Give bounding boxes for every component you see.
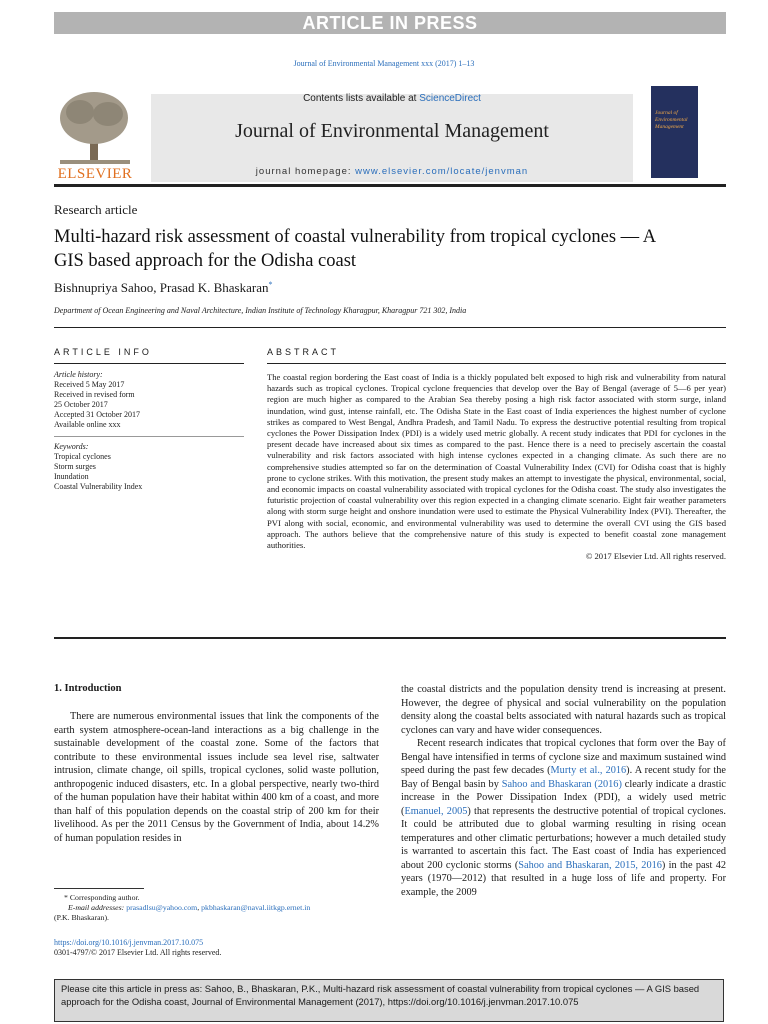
homepage-prefix: journal homepage:: [255, 166, 356, 177]
history-item: Received 5 May 2017: [54, 380, 125, 389]
corresponding-author-note: * Corresponding author.: [64, 893, 140, 902]
keyword-item: Inundation: [54, 472, 89, 481]
email-separator: ,: [197, 903, 202, 912]
journal-title: Journal of Environmental Management: [235, 120, 549, 142]
history-item: Received in revised form: [54, 390, 135, 399]
contents-prefix: Contents lists available at: [303, 93, 420, 104]
author-list: [54, 280, 272, 296]
body-right-column: [401, 683, 726, 899]
article-info-rule: [54, 363, 244, 364]
article-info-heading: ARTICLE INFO: [54, 347, 152, 357]
article-title: Multi-hazard risk assessment of coastal vulnerability from tropical cyclones — A GIS based approach for the Odisha coast: [54, 227, 656, 271]
keyword-item: Tropical cyclones: [54, 452, 111, 461]
email-link[interactable]: prasadlsu@yahoo.com: [126, 903, 198, 912]
article-in-press-banner: ARTICLE IN PRESS: [54, 12, 726, 34]
email-link[interactable]: pkbhaskaran@naval.iitkgp.ernet.in: [201, 903, 311, 912]
email-label: E-mail addresses:: [68, 903, 127, 912]
publisher-wordmark: ELSEVIER: [57, 166, 133, 182]
journal-cover-image: [651, 86, 698, 178]
journal-citation-line[interactable]: Journal of Environmental Management xxx (2017) 1–13: [293, 59, 475, 68]
keyword-item: Coastal Vulnerability Index: [54, 482, 143, 491]
copyright-notice: © 2017 Elsevier Ltd. All rights reserved.: [585, 551, 726, 562]
email-owner: (P.K. Bhaskaran).: [54, 913, 110, 922]
intro-paragraph: There are numerous environmental issues that link the components of the earth system atmosphere-ocean-land interactions as a big challenge in the sustainable development of the coastal zone. Some of the factors that contribute to these environmental issues include sea level rise, saltwater intrusion, climate change, oil spills, tropical cyclones, solid waste pollution, anthropogenic induced disasters, etc. In a global perspective, nearly two-third of the human population have their habitat within 400 km of a coast, and more than half of this population depends on the coastal strip of 200 km for their livelihood. As per the 2011 Census by the Government of India, about 14.2% of human population resides in: [54, 711, 379, 844]
homepage-link[interactable]: www.elsevier.com/locate/jenvman: [355, 166, 529, 177]
sciencedirect-link[interactable]: ScienceDirect: [419, 93, 481, 104]
contents-available-line: [151, 93, 633, 104]
history-item: Accepted 31 October 2017: [54, 410, 140, 419]
affiliation: Department of Ocean Engineering and Naval Architecture, Indian Institute of Technology Kharagpur, Kharagpur 721 302, India: [54, 306, 467, 315]
history-label: Article history:: [54, 370, 103, 379]
abstract-rule: [267, 363, 726, 364]
abstract-end-rule: [54, 637, 726, 639]
footnote: [54, 893, 379, 923]
paragraph-text: Recent research indicates that tropical cyclones that form over the Bay of Bengal have intensified in terms of cyclone size and maximum sustained wind speed during the past few decades (: [401, 738, 726, 776]
doi-link[interactable]: https://doi.org/10.1016/j.jenvman.2017.10.075: [54, 938, 204, 947]
rights-line: 0301-4797/© 2017 Elsevier Ltd. All rights reserved.: [54, 948, 222, 957]
info-divider: [54, 436, 244, 437]
history-item: Available online xxx: [54, 420, 121, 429]
paragraph-text: ) that represents the destructive potential of tropical cyclones. It could be attributed due to global warming resulting in rising ocean temperatures and other climatic perturbations; however a much detailed study is warranted to ascertain this fact. The East coast of India has experienced about 200 cyclonic storms (: [401, 805, 726, 871]
cite-this-article-box: Please cite this article in press as: Sahoo, B., Bhaskaran, P.K., Multi-hazard risk assessment of coastal vulnerability from tropical cyclones — A GIS based approach for the Odisha coast, Journal of Environmental Management (2017), https://doi.org/10.1016/j.jenvman.2017.10.075: [54, 979, 724, 1022]
citation-link[interactable]: Murty et al., 2016: [550, 765, 627, 776]
authors: Bishnupriya Sahoo, Prasad K. Bhaskaran: [54, 280, 269, 295]
paragraph-text: ). A recent study for the Bay of Bengal basin by: [401, 765, 726, 790]
header-rule: [54, 327, 726, 328]
masthead-rule: [54, 184, 726, 187]
email-line: [54, 903, 379, 913]
section-heading-introduction: 1. Introduction: [54, 683, 122, 694]
journal-homepage-line: [151, 166, 633, 177]
article-type: Research article: [54, 202, 138, 217]
footnote-rule: [54, 888, 144, 889]
citation-link[interactable]: Sahoo and Bhaskaran, 2015, 2016: [518, 859, 662, 871]
intro-paragraph: the coastal districts and the population density trend is increasing at present. However, the degree of physical and social vulnerability on the population density along the coastal belts associated with natural hazards such as tropical cyclones can vary and have wider consequences.: [401, 684, 726, 736]
keyword-item: Storm surges: [54, 462, 96, 471]
abstract-heading: ABSTRACT: [267, 347, 340, 357]
citation-link[interactable]: Sahoo and Bhaskaran (2016): [501, 778, 622, 790]
doi-block: [54, 938, 221, 958]
journal-cover-title: Journal of Environmental Management: [655, 110, 688, 130]
article-info-panel: [54, 370, 244, 492]
paragraph-text: clearly indicate a drastic increase in the Power Dissipation Index (PDI), a widely used metric (: [401, 778, 727, 817]
corresponding-author-mark[interactable]: *: [268, 280, 273, 289]
body-left-column: [54, 710, 379, 845]
intro-paragraph: [401, 737, 726, 899]
keywords-label: Keywords:: [54, 442, 89, 451]
history-item: 25 October 2017: [54, 400, 108, 409]
abstract-body: [267, 372, 726, 562]
citation-link[interactable]: Emanuel, 2005: [404, 805, 468, 817]
abstract-text: The coastal region bordering the East coast of India is a thickly populated belt exposed to high risk and vulnerability from natural hazards such as tropical cyclones. Tropical cyclone frequencies that develop over the Bay of Bengal (average of 5—6 per year) region are much higher as compared to the Arabian Sea thereby posing a high risk factor associated with storm surge, inland inundation, wind gust, intense rainfall, etc. The Odisha State in the East coast of India experiences the highest number of cyclone strikes as compared to West Bengal, Andhra Pradesh, and Tamil Nadu. To express the destructive potential resulting from tropical cyclones the Power Dissipation Index (PDI) is a widely used metric globally. A recent study indicates that PDI for cyclones in the present decade have increased about six times as compared to the past. Hence there is a need to precisely ascertain the coastal vulnerability and risk factors associated with high intense cyclones expected in a changing climate. As such there are no comprehensive studies attempted so far on the determination of Coastal Vulnerability Index (CVI) for Odisha coast that is highly prone to cyclone strikes. With this motivation, the present study makes an attempt to investigate the physical, environmental, social, and economic impacts on coastal vulnerability associated with tropical cyclones for the Odisha coast. The study also investigates the futuristic projection of coastal vulnerability over this region expected in a changing climate scenario. Eight fair weather parameters along with storm surge height and onshore inundation were used to estimate the Physical Vulnerability Index (PVI). Thereafter, the PVI along with social, economic, and environmental vulnerability was used to determine the overall CVI using the GIS based approach. The authors believe that the comprehensive nature of this study is expected to benefit coastal zone management authorities.: [267, 372, 726, 551]
paragraph-text: ) in the past 42 years (1970—2012) that resulted in a huge loss of life and property. For example, the 2009: [401, 859, 727, 898]
